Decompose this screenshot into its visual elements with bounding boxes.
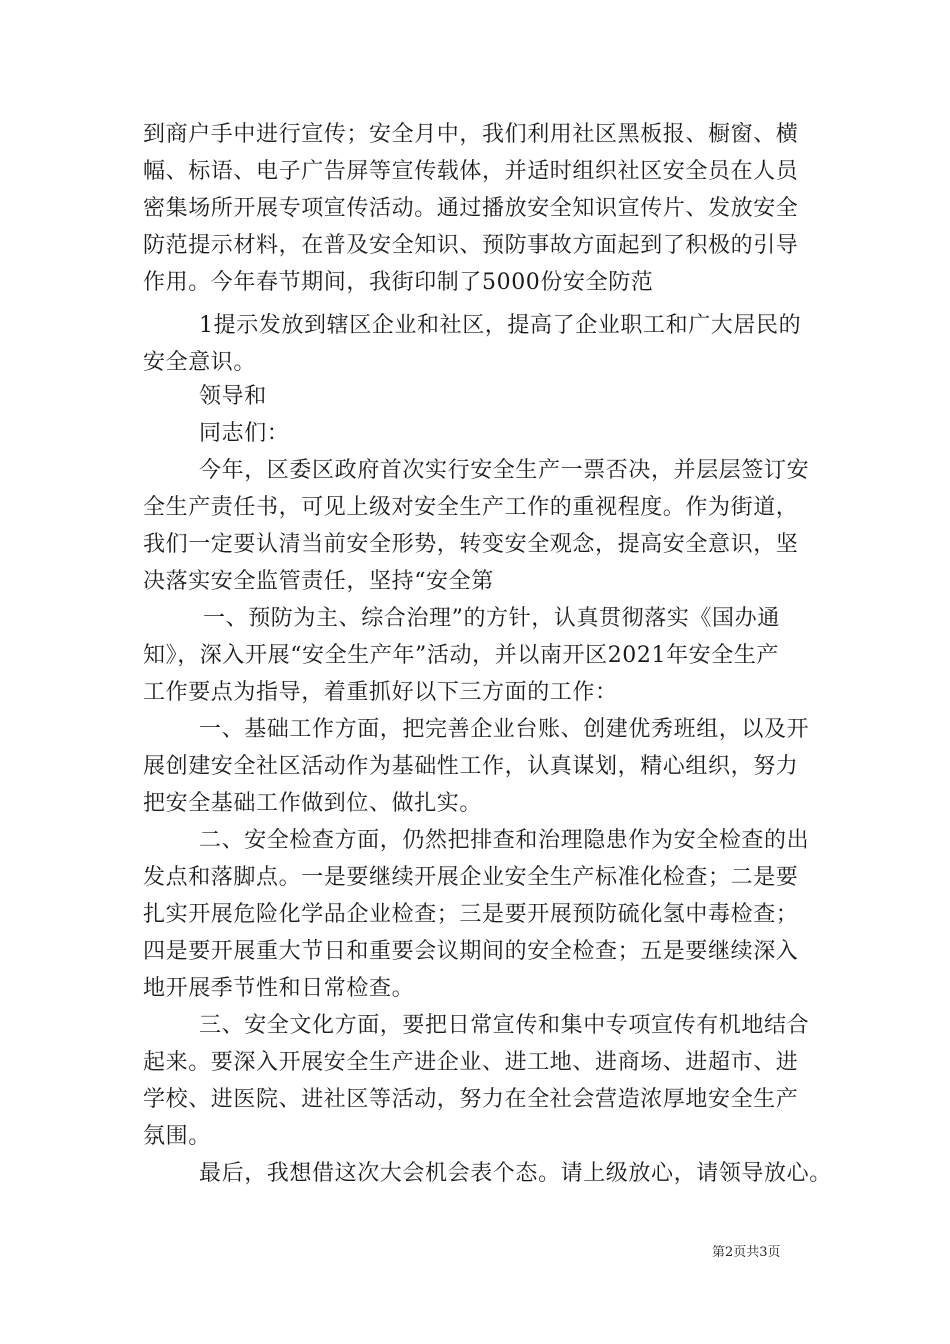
text-line: 地开展季节性和日常检查。 [143,976,415,1001]
text-line: 扎实开展危险化学品企业检查；三是要开展预防硫化氢中毒检查； [143,902,799,927]
text-line: 发点和落脚点。一是要继续开展企业安全生产标准化检查；二是要 [143,865,799,890]
text-line: 作用。今年春节期间，我街印制了5000份安全防范 [143,270,654,295]
salutation-line: 同志们： [199,421,290,446]
text-line: 最后，我想借这次大会机会表个态。请上级放心，请领导放心。 [199,1161,832,1186]
text-line: 三、安全文化方面，要把日常宣传和集中专项宣传有机地结合 [199,1013,810,1038]
text-line: 展创建安全社区活动作为基础性工作，认真谋划，精心组织，努力 [143,754,799,779]
text-line: 工作要点为指导，着重抓好以下三方面的工作： [143,680,618,705]
text-line: 学校、进医院、进社区等活动，努力在全社会营造浓厚地安全生产 [143,1087,799,1112]
text-line: 密集场所开展专项宣传活动。通过播放安全知识宣传片、发放安全 [143,196,799,221]
text-line: 氛围。 [143,1124,211,1149]
text-line: 我们一定要认清当前安全形势，转变安全观念，提高安全意识，坚 [143,532,799,557]
text-line: 防范提示材料，在普及安全知识、预防事故方面起到了积极的引导 [143,233,799,258]
text-line: 一、预防为主、综合治理”的方针，认真贯彻落实《国办通 [203,606,780,631]
text-line: 全生产责任书，可见上级对安全生产工作的重视程度。作为街道， [143,495,799,520]
text-line: 安全意识。 [143,350,257,375]
text-line: 二、安全检查方面，仍然把排查和治理隐患作为安全检查的出 [199,828,810,853]
text-line: 到商户手中进行宣传；安全月中，我们利用社区黑板报、橱窗、横 [143,122,799,147]
text-line: 1提示发放到辖区企业和社区，提高了企业职工和广大居民的 [199,313,802,338]
text-line: 知》，深入开展“安全生产年”活动，并以南开区2021年安全生产 [143,643,780,668]
text-line: 起来。要深入开展安全生产进企业、进工地、进商场、进超市、进 [143,1050,799,1075]
text-line: 今年，区委区政府首次实行安全生产一票否决，并层层签订安 [199,458,810,483]
salutation-line: 领导和 [199,384,267,409]
text-line: 幅、标语、电子广告屏等宣传载体，并适时组织社区安全员在人员 [143,159,799,184]
text-line: 一、基础工作方面，把完善企业台账、创建优秀班组，以及开 [199,717,810,742]
text-line: 四是要开展重大节日和重要会议期间的安全检查；五是要继续深入 [143,939,799,964]
text-line: 把安全基础工作做到位、做扎实。 [143,791,483,816]
text-line: 决落实安全监管责任，坚持“安全第 [143,569,494,594]
page-number: 第2页共3页 [712,1245,781,1260]
